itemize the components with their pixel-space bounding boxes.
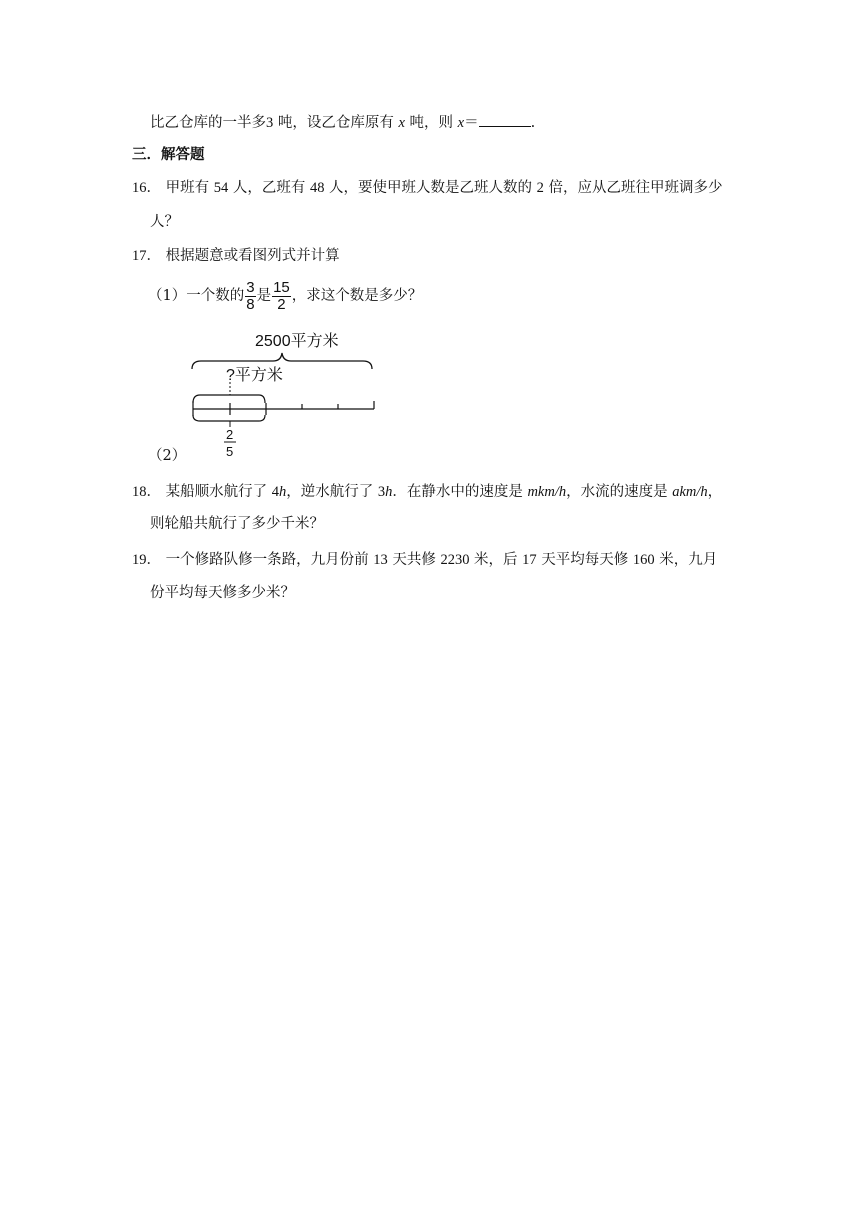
text: ， (707, 484, 723, 500)
question-17-part2-label: （2） (148, 448, 187, 464)
question-17 (132, 246, 340, 266)
denominator: 2 (277, 295, 286, 313)
text: 是 (256, 288, 272, 304)
text: 一个修路队修一条路，九月份前 (165, 552, 369, 568)
question-18-line2: 则轮船共航行了多少千米？ (150, 516, 324, 532)
part-label: ?平方米 (226, 367, 283, 384)
question-number: 18． (132, 484, 161, 500)
sub-label: （1） (148, 288, 187, 304)
numerator: 3 (246, 278, 255, 296)
text: 比乙仓库的一半多 (150, 115, 266, 131)
text: 天平均每天修 (541, 552, 629, 568)
number: 54 (213, 180, 229, 196)
number: 13 (373, 552, 388, 568)
text: 天共修 (392, 552, 436, 568)
section-heading: 三．解答题 (132, 146, 205, 163)
question-19 (132, 550, 717, 570)
number: 48 (309, 180, 325, 196)
text: 某船顺水航行了 (165, 484, 268, 500)
equals-sign: ＝ (464, 115, 479, 131)
line-top (150, 112, 535, 133)
fraction (245, 280, 255, 313)
text: ，水流的速度是 (566, 484, 668, 500)
number: 3 (266, 115, 274, 131)
question-number: 19． (132, 552, 161, 568)
period: . (530, 115, 536, 131)
text: 倍，应从乙班往甲班调多少 (548, 180, 723, 196)
text: 吨，设乙仓库原有 (277, 115, 394, 131)
number: 3 (377, 484, 386, 500)
question-16 (132, 178, 723, 198)
number: 160 (632, 552, 655, 568)
unit: h (278, 484, 287, 500)
segment-diagram (185, 325, 385, 465)
question-number: 17． (132, 248, 161, 264)
question-number: 16． (132, 180, 161, 196)
expression: akm/h (672, 484, 708, 500)
text: ．在静水中的速度是 (392, 484, 523, 500)
answer-blank (479, 112, 531, 127)
text: 人，乙班有 (232, 180, 306, 196)
text: 米，九月 (659, 552, 718, 568)
text: 吨，则 (409, 115, 454, 131)
question-19-line2: 份平均每天修多少米？ (150, 585, 295, 601)
fraction (272, 280, 291, 313)
number: 2 (536, 180, 544, 196)
fraction-numerator: 2 (226, 427, 234, 442)
question-17-part1 (148, 276, 422, 316)
expression: mkm/h (527, 484, 567, 500)
text: 人，要使甲班人数是乙班人数的 (329, 180, 533, 196)
part-brace (193, 395, 265, 403)
question-18 (132, 482, 722, 502)
unit: h (385, 484, 393, 500)
total-label: 2500平方米 (255, 333, 339, 350)
text: 米，后 (474, 552, 518, 568)
variable: x (457, 115, 465, 131)
question-16-line2: 人？ (150, 214, 179, 230)
text: ，逆水航行了 (286, 484, 374, 500)
text: 一个数的 (186, 288, 245, 304)
number: 4 (271, 484, 279, 500)
text: ，求这个数是多少？ (291, 288, 423, 304)
variable: x (398, 115, 405, 131)
number: 2230 (440, 552, 470, 568)
text: 甲班有 (165, 180, 210, 196)
part-brace-bottom (193, 415, 265, 421)
text: 根据题意或看图列式并计算 (165, 248, 340, 264)
numerator: 15 (273, 278, 290, 296)
denominator: 8 (246, 295, 255, 313)
fraction-denominator: 5 (226, 444, 234, 459)
number: 17 (522, 552, 537, 568)
